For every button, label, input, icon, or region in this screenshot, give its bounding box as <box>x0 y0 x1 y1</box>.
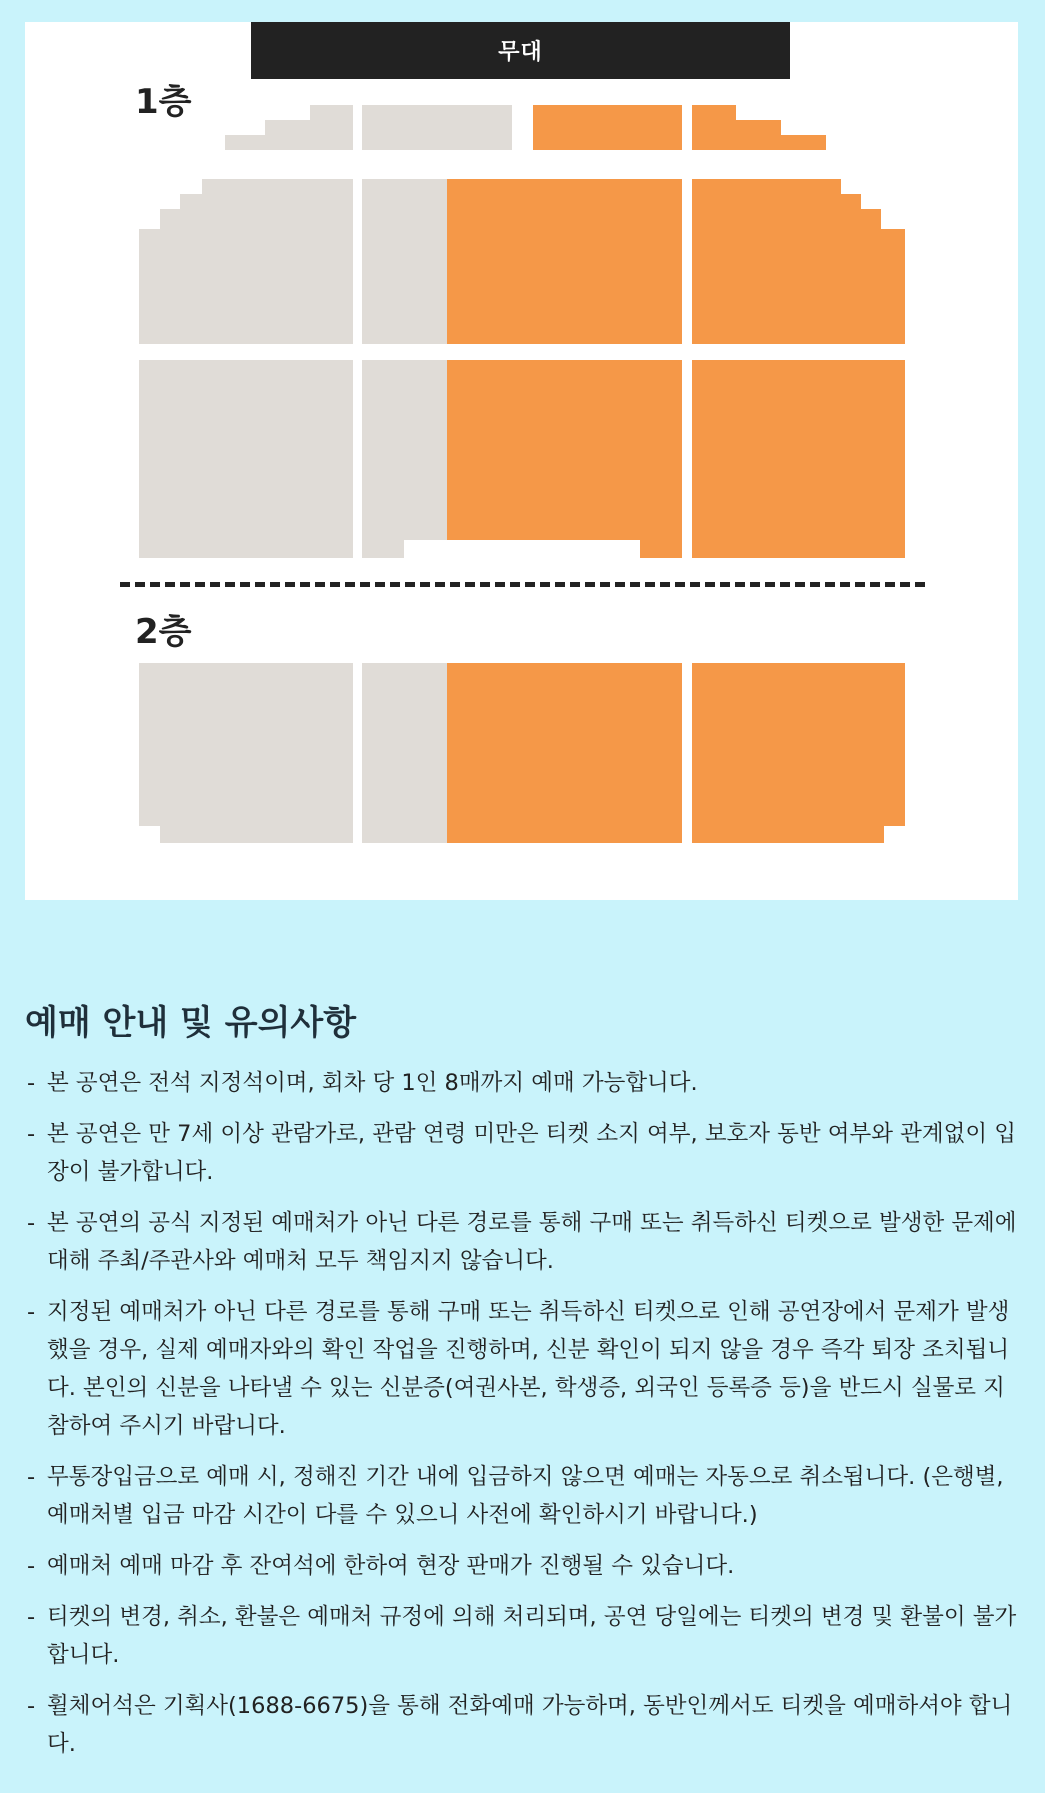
seat-block-1f-front-right-row1[interactable] <box>692 135 826 150</box>
seat-block-1f-front-left-row1[interactable] <box>225 135 353 150</box>
seat-block-2f-right-bottom <box>692 826 884 843</box>
seat-block-1f-front-center-right[interactable] <box>533 105 682 150</box>
seat-block-1f-mid-center[interactable] <box>447 179 682 344</box>
seat-map <box>25 22 1018 900</box>
seat-block-2f-center[interactable] <box>447 663 682 843</box>
seat-block-1f-rear-center[interactable] <box>447 360 682 558</box>
notice-item: - 본 공연의 공식 지정된 예매처가 아닌 다른 경로를 통해 구매 또는 취득하신 티켓으로 발생한 문제에 대해 주최/주관사와 예매처 모두 책임지지 않습니다. <box>25 1204 1020 1280</box>
seat-block-1f-mid-center-gray[interactable] <box>362 179 447 344</box>
seat-block-1f-rear-center-gray[interactable] <box>362 360 447 558</box>
notice-item: - 지정된 예매처가 아닌 다른 경로를 통해 구매 또는 취득하신 티켓으로 인해 공연장에서 문제가 발생했을 경우, 실제 예매자와의 확인 작업을 진행하며, 신분 확인이 되지 않을 경우 즉각 퇴장 조치됩니다. 본인의 신분을 나타낼 수 있는 신분증(여권사본, 학생증, 외국인 등록증 등)을 반드시 실물로 지참하여 주시기 바랍니다. <box>25 1293 1020 1445</box>
floor1-label: 1층 <box>135 82 192 122</box>
notice-list <box>25 1064 1020 1763</box>
seat-block-1f-front-left-row2[interactable] <box>265 120 353 135</box>
stage: 무대 <box>251 22 790 79</box>
seat-block-1f-mid-right-step3 <box>692 229 905 344</box>
seat-block-2f-left[interactable] <box>139 663 353 826</box>
notice-item: - 티켓의 변경, 취소, 환불은 예매처 규정에 의해 처리되며, 공연 당일에는 티켓의 변경 및 환불이 불가합니다. <box>25 1598 1020 1674</box>
floor-divider <box>120 582 925 587</box>
notice-item: - 휠체어석은 기획사(1688-6675)을 통해 전화예매 가능하며, 동반인께서도 티켓을 예매하셔야 합니다. <box>25 1687 1020 1763</box>
floor2-label: 2층 <box>135 612 192 652</box>
seat-block-2f-left-bottom <box>160 826 353 843</box>
rear-aisle-gap <box>404 540 640 558</box>
notice-item: - 본 공연은 전석 지정석이며, 회차 당 1인 8매까지 예매 가능합니다. <box>25 1064 1020 1102</box>
notice-title: 예매 안내 및 유의사항 <box>25 1003 357 1043</box>
notice-item: - 본 공연은 만 7세 이상 관람가로, 관람 연령 미만은 티켓 소지 여부, 보호자 동반 여부와 관계없이 입장이 불가합니다. <box>25 1115 1020 1191</box>
seat-block-1f-front-left-row3[interactable] <box>310 105 353 120</box>
seat-block-1f-mid-left-step3 <box>139 229 353 344</box>
seat-block-1f-rear-left[interactable] <box>139 360 353 558</box>
notice-item: - 예매처 예매 마감 후 잔여석에 한하여 현장 판매가 진행될 수 있습니다. <box>25 1547 1020 1585</box>
seat-block-2f-center-gray[interactable] <box>362 663 447 843</box>
notice-section <box>25 995 1020 1776</box>
seat-block-1f-front-center-left[interactable] <box>362 105 512 150</box>
notice-item: - 무통장입금으로 예매 시, 정해진 기간 내에 입금하지 않으면 예매는 자동으로 취소됩니다. (은행별, 예매처별 입금 마감 시간이 다를 수 있으니 사전에 확인하시기 바랍니다.) <box>25 1458 1020 1534</box>
seat-block-1f-rear-right[interactable] <box>692 360 905 558</box>
seat-block-2f-right[interactable] <box>692 663 905 826</box>
